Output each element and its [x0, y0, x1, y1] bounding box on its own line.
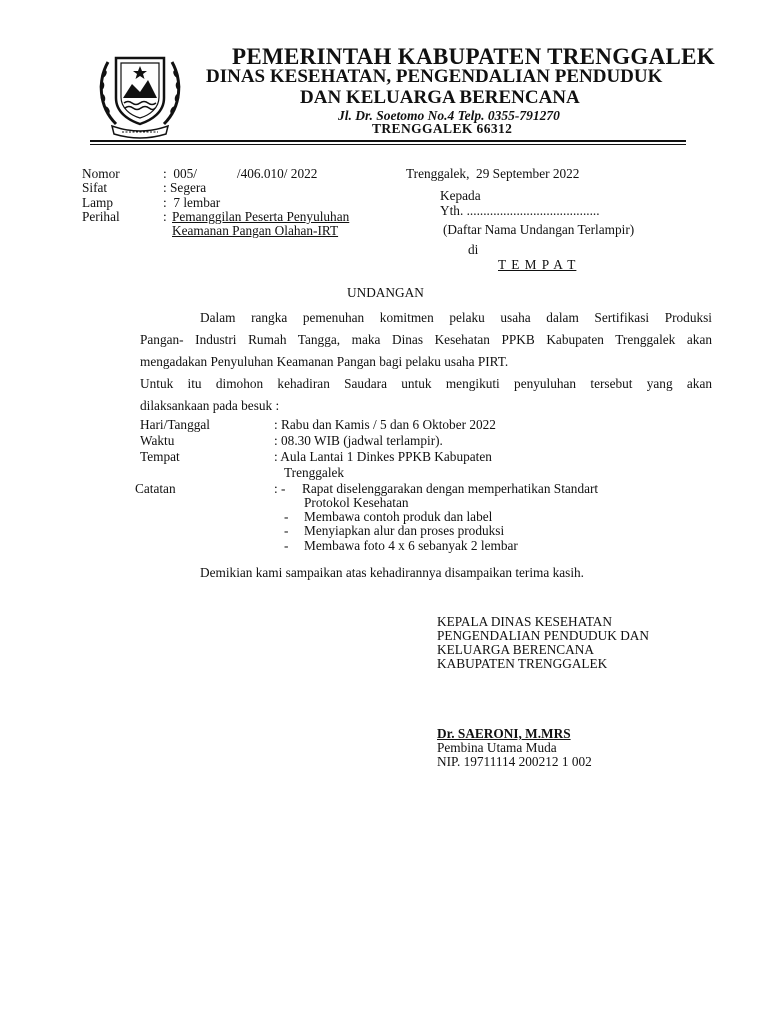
catatan-item-4-bullet: -	[284, 538, 289, 553]
signature-title-3: KELUARGA BERENCANA	[437, 642, 594, 657]
nomor-label: Nomor	[82, 166, 120, 181]
lamp-value: : 7 lembar	[163, 195, 221, 210]
signature-rank: Pembina Utama Muda	[437, 740, 557, 755]
kop-line-1: PEMERINTAH KABUPATEN TRENGGALEK	[232, 44, 715, 69]
body-paragraph-1	[140, 307, 712, 373]
waktu-value: : 08.30 WIB (jadwal terlampir).	[274, 433, 443, 448]
recipient-daftar: (Daftar Nama Undangan Terlampir)	[443, 222, 635, 237]
perihal-colon: :	[163, 209, 167, 224]
kop-line-2: DINAS KESEHATAN, PENGENDALIAN PENDUDUK	[206, 66, 663, 87]
catatan-item-3: Menyiapkan alur dan proses produksi	[304, 523, 505, 538]
kop-divider-thin	[90, 144, 686, 145]
perihal-label: Perihal	[82, 209, 120, 224]
recipient-yth: Yth. ........................................	[440, 203, 600, 218]
signature-title-4: KABUPATEN TRENGGALEK	[437, 656, 608, 671]
body-p1-line-2: Pangan- Industri Rumah Tangga, maka Dinas Kesehatan PPKB Kabupaten Trenggalek akan	[140, 332, 712, 347]
signature-name: Dr. SAERONI, M.MRS	[437, 726, 571, 741]
recipient-tempat: T E M P A T	[498, 257, 577, 272]
kop-address: Jl. Dr. Soetomo No.4 Telp. 0355-791270	[338, 108, 560, 123]
body-p1-line-1: Dalam rangka pemenuhan komitmen pelaku usaha dalam Sertifikasi Produksi	[200, 310, 712, 325]
kop-line-3: DAN KELUARGA BERENCANA	[300, 87, 580, 108]
tempat-label: Tempat	[140, 449, 180, 464]
nomor-value: : 005/ /406.010/ 2022	[163, 166, 318, 181]
kop-city: TRENGGALEK 66312	[372, 121, 513, 136]
catatan-colon: : -	[274, 481, 286, 496]
closing-sentence: Demikian kami sampaikan atas kehadirannya disampaikan terima kasih.	[200, 565, 585, 580]
letterhead	[0, 0, 768, 150]
catatan-item-1-line-1: Rapat diselenggarakan dengan memperhatikan Standart	[302, 481, 599, 496]
sifat-value: : Segera	[163, 180, 207, 195]
body-p2-line-2: dilaksankaan pada besuk :	[140, 398, 280, 413]
lamp-label: Lamp	[82, 195, 114, 210]
signature-title-1: KEPALA DINAS KESEHATAN	[437, 614, 613, 629]
waktu-label: Waktu	[140, 433, 175, 448]
catatan-label: Catatan	[135, 481, 176, 496]
signature-nip: NIP. 19711114 200212 1 002	[437, 754, 592, 769]
letter-date: Trenggalek, 29 September 2022	[406, 166, 580, 181]
catatan-item-2: Membawa contoh produk dan label	[304, 509, 493, 524]
hari-label: Hari/Tanggal	[140, 417, 210, 432]
perihal-line-1: Pemanggilan Peserta Penyuluhan	[172, 209, 350, 224]
body-p1-line-3: mengadakan Penyuluhan Keamanan Pangan bagi pelaku usaha PIRT.	[140, 354, 509, 369]
letter-heading: UNDANGAN	[347, 285, 424, 300]
signature-title-2: PENGENDALIAN PENDUDUK DAN	[437, 628, 649, 643]
body-p2-line-1: Untuk itu dimohon kehadiran Saudara untuk mengikuti penyuluhan tersebut yang akan	[140, 376, 712, 391]
tempat-value-2: Trenggalek	[284, 465, 345, 480]
catatan-item-1-line-2: Protokol Kesehatan	[304, 495, 409, 510]
catatan-item-4: Membawa foto 4 x 6 sebanyak 2 lembar	[304, 538, 518, 553]
recipient-kepada: Kepada	[440, 188, 481, 203]
sifat-label: Sifat	[82, 180, 108, 195]
regency-emblem-icon	[94, 48, 186, 140]
body-paragraph-2	[140, 373, 712, 417]
catatan-item-3-bullet: -	[284, 523, 289, 538]
perihal-line-2: Keamanan Pangan Olahan-IRT	[172, 223, 339, 238]
catatan-item-2-bullet: -	[284, 509, 289, 524]
kop-divider-thick	[90, 140, 686, 142]
hari-value: : Rabu dan Kamis / 5 dan 6 Oktober 2022	[274, 417, 496, 432]
tempat-value-1: : Aula Lantai 1 Dinkes PPKB Kabupaten	[274, 449, 492, 464]
recipient-di: di	[468, 242, 479, 257]
